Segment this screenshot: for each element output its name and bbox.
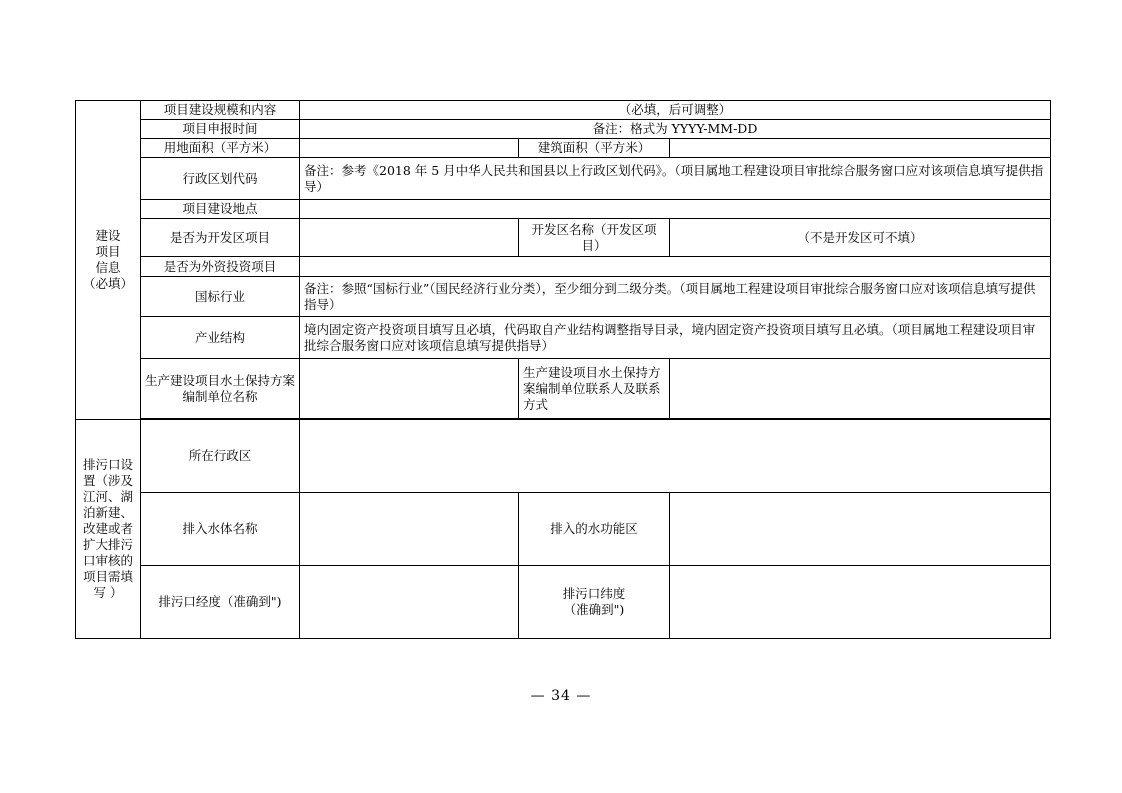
industry-label: 国标行业 bbox=[141, 277, 300, 317]
land-area-label: 用地面积（平方米） bbox=[141, 139, 300, 158]
region-field[interactable] bbox=[300, 420, 1051, 493]
section-construction-project-info bbox=[76, 101, 141, 420]
structure-label: 产业结构 bbox=[141, 317, 300, 359]
foreign-invest-label: 是否为外资投资项目 bbox=[141, 257, 300, 277]
division-code-label: 行政区划代码 bbox=[141, 158, 300, 200]
soil-contact-field[interactable] bbox=[670, 359, 1051, 419]
longitude-field[interactable] bbox=[300, 566, 519, 639]
building-area-field[interactable] bbox=[670, 139, 1051, 158]
foreign-invest-field[interactable] bbox=[300, 257, 1051, 277]
structure-field[interactable]: 境内固定资产投资项目填写且必填，代码取自产业结构调整指导目录，境内固定资产投资项目填写且必填。（项目属地工程建设项目审批综合服务窗口应对该项信息填写提供指导） bbox=[300, 317, 1051, 359]
apply-time-field[interactable]: 备注：格式为 YYYY-MM-DD bbox=[300, 120, 1051, 139]
division-code-field[interactable]: 备注：参考《2018 年 5 月中华人民共和国县以上行政区划代码》。（项目属地工程建设项目审批综合服务窗口应对该项信息填写提供指导） bbox=[300, 158, 1051, 200]
location-field[interactable] bbox=[300, 200, 1051, 219]
page-number: — 34 — bbox=[530, 688, 592, 704]
soil-contact-label: 生产建设项目水土保持方案编制单位联系人及联系方式 bbox=[519, 359, 670, 419]
water-zone-field[interactable] bbox=[670, 493, 1051, 566]
apply-time-label: 项目申报时间 bbox=[141, 120, 300, 139]
industry-field[interactable]: 备注：参照“国标行业”（国民经济行业分类），至少细分到二级分类。（项目属地工程建设项目审批综合服务窗口应对该项信息填写提供指导） bbox=[300, 277, 1051, 317]
region-label: 所在行政区 bbox=[141, 420, 300, 493]
section-outfall-settings bbox=[76, 420, 141, 639]
building-area-label: 建筑面积（平方米） bbox=[519, 139, 670, 158]
latitude-label-text: 排污口纬度 （准确到") bbox=[562, 586, 626, 617]
land-area-field[interactable] bbox=[300, 139, 519, 158]
scale-content-label: 项目建设规模和内容 bbox=[141, 101, 300, 120]
section-outfall-label: 排污口设置（涉及江河、湖泊新建、改建或者扩大排污口审核的项目需填写 ） bbox=[82, 457, 133, 600]
longitude-label: 排污口经度（准确到") bbox=[141, 566, 300, 639]
soil-unit-field[interactable] bbox=[300, 359, 519, 419]
dev-zone-field[interactable] bbox=[300, 219, 519, 257]
dev-zone-name-field[interactable]: （不是开发区可不填） bbox=[670, 219, 1051, 257]
water-body-label: 排入水体名称 bbox=[141, 493, 300, 566]
dev-zone-label: 是否为开发区项目 bbox=[141, 219, 300, 257]
latitude-label bbox=[519, 566, 670, 639]
soil-unit-label: 生产建设项目水土保持方案编制单位名称 bbox=[141, 359, 300, 419]
water-body-field[interactable] bbox=[300, 493, 519, 566]
project-info-table bbox=[75, 100, 1051, 639]
section-construction-label: 建设 项目 信息 （必填） bbox=[82, 228, 133, 291]
latitude-field[interactable] bbox=[670, 566, 1051, 639]
dev-zone-name-label: 开发区名称（开发区项目） bbox=[519, 219, 670, 257]
scale-content-field[interactable]: （必填，后可调整） bbox=[300, 101, 1051, 120]
location-label: 项目建设地点 bbox=[141, 200, 300, 219]
water-zone-label: 排入的水功能区 bbox=[519, 493, 670, 566]
